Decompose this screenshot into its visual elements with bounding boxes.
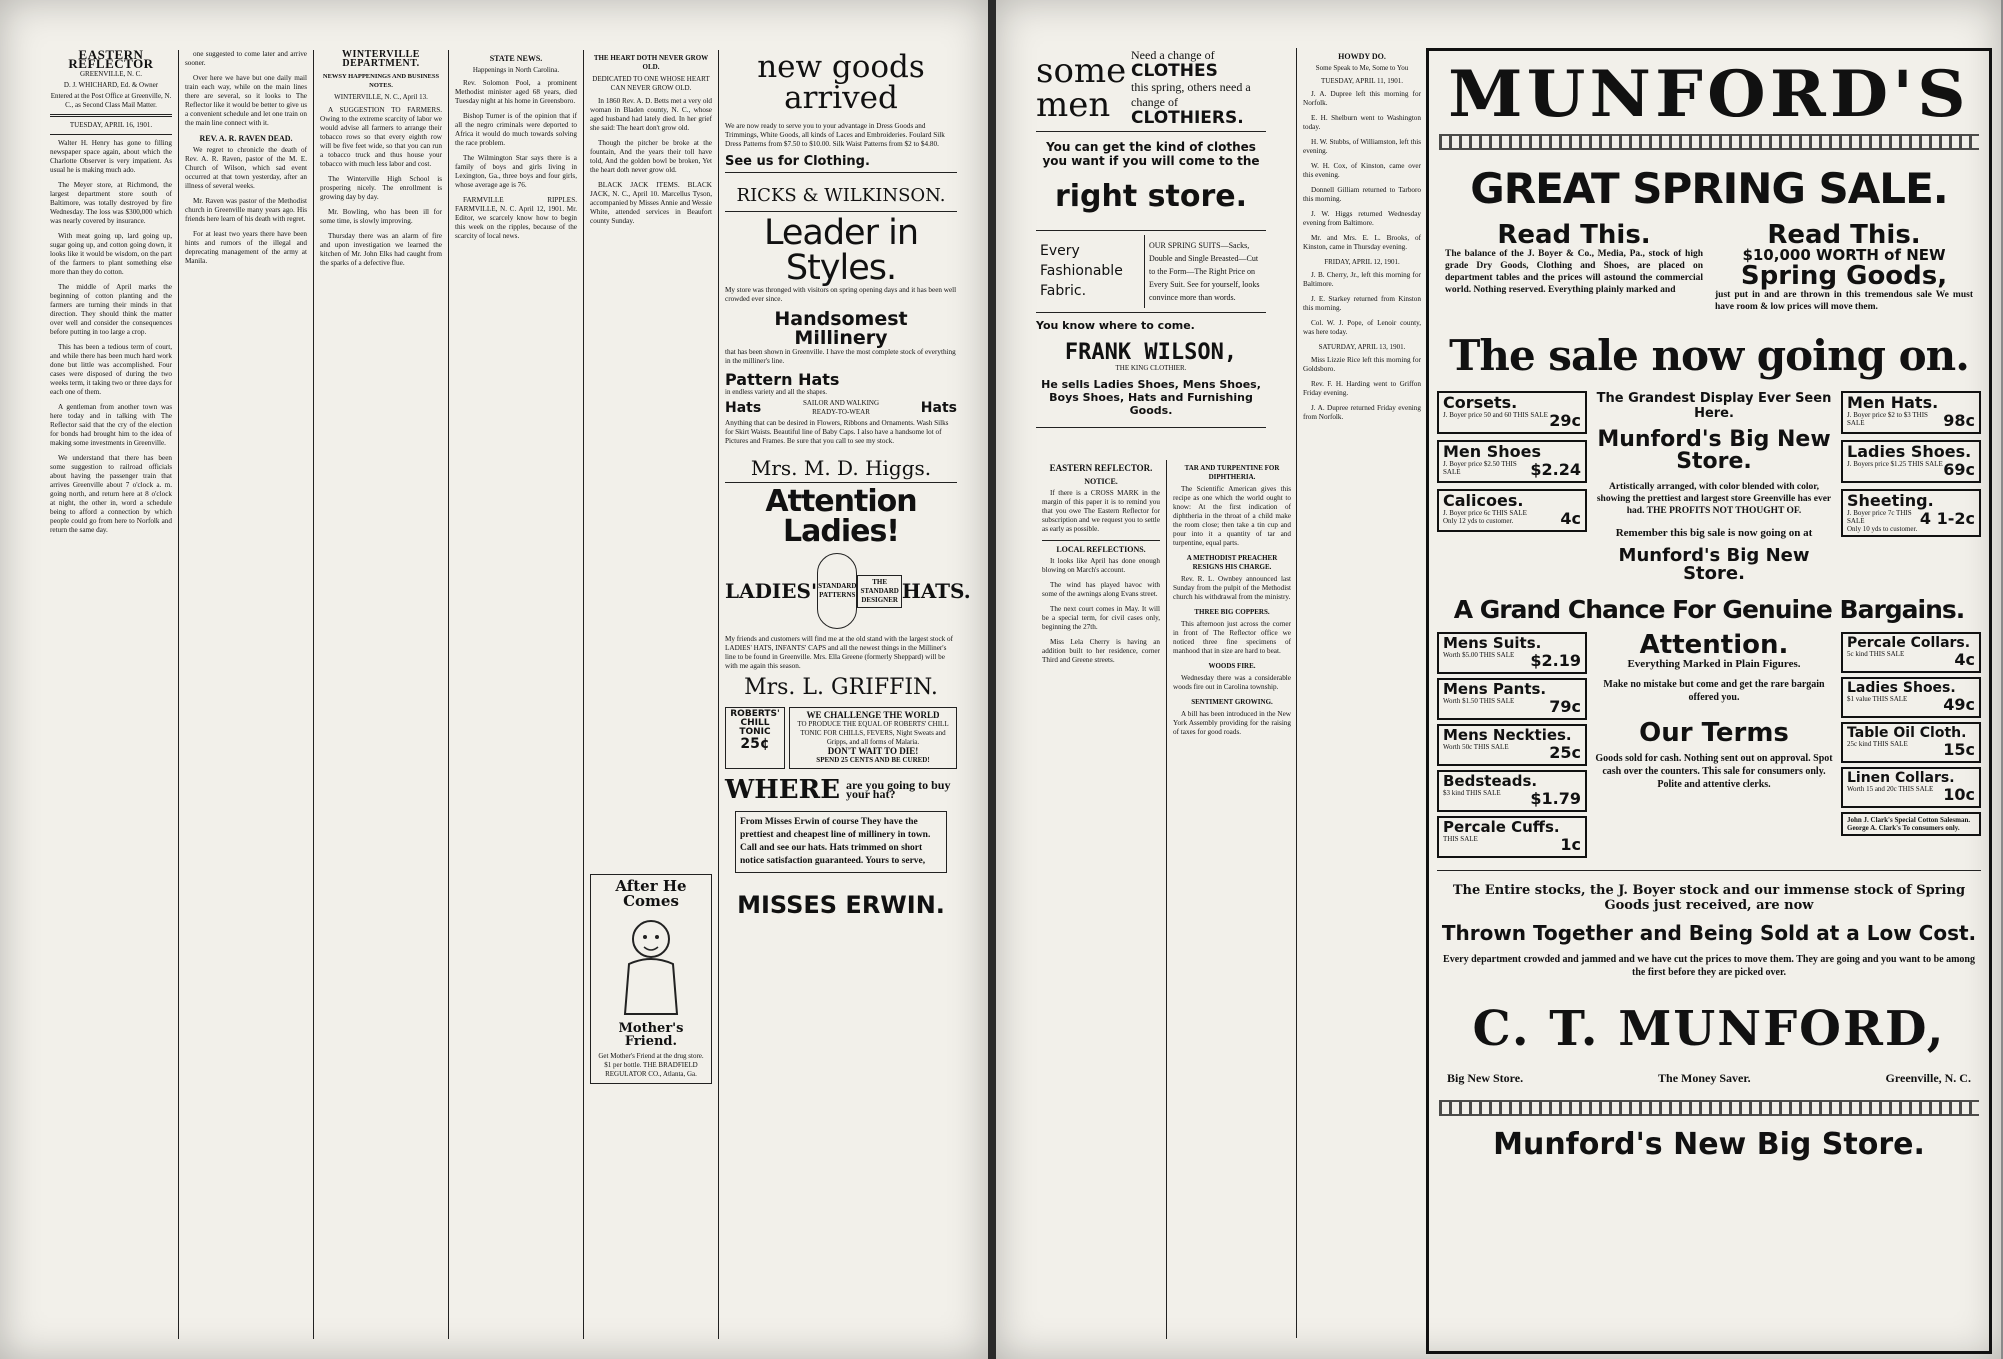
right-page — [996, 0, 2001, 1359]
linen-collars-price: 10c — [1943, 785, 1975, 804]
calicoes-price: 4c — [1560, 509, 1581, 528]
price-column-right — [1841, 391, 1981, 583]
men-shoes-sub: J. Boyer price $2.50 THIS SALE — [1443, 460, 1517, 476]
read-this-1-text: The balance of the J. Boyer & Co., Media, Pa., stock of high grade Dry Goods, Clothing and Shoes, are placed on department tables and the prices will astound the commercial world. Nothing reserved. Everything plainly marked and — [1445, 249, 1703, 295]
article-heading: REV. A. R. RAVEN DEAD. — [199, 134, 293, 143]
sentiment-heading: SENTIMENT GROWING. — [1191, 698, 1273, 706]
article-paragraph: The Scientific American gives this recipe as one which the world ought to know: At the first indication of diphtheria in the throat of a child make the room close; then take a tin cup and pour into it a quantity of tar and turpentine, equal parts. — [1173, 485, 1291, 547]
column-news — [179, 50, 314, 1339]
mrs-griffin: Mrs. L. GRIFFIN. — [744, 675, 938, 700]
know-where-text: You know where to come. — [1036, 319, 1195, 332]
sheeting-price: 4 1-2c — [1919, 509, 1975, 528]
munford-advertisement — [1426, 48, 1992, 1354]
personal-item: W. H. Cox, of Kinston, came over this evening. — [1303, 162, 1421, 179]
news-paragraph: one suggested to come later and arrive sooner. — [185, 50, 307, 67]
footer-right: Greenville, N. C. — [1885, 1071, 1971, 1085]
percale-cuffs-price: 1c — [1560, 835, 1581, 854]
corsets-price: 29c — [1549, 411, 1581, 430]
masthead-editor: D. J. WHICHARD, Ed. & Owner — [63, 81, 159, 89]
read-this-left — [1439, 222, 1709, 313]
mens-suits-label: Mens Suits. — [1443, 634, 1542, 652]
ladies-hats-row — [725, 553, 971, 629]
ladies-shoes-price: 69c — [1943, 460, 1975, 479]
where-sub: are you going to buy your hat? — [846, 778, 951, 801]
hats-right: Hats — [920, 400, 957, 416]
mens-pants-price: 79c — [1549, 697, 1581, 716]
column-advertisements — [719, 49, 971, 1339]
crowded-text: Every department crowded and jammed and we have cut the prices to move them. They are going and you want to be among the first before they are picked over. — [1443, 954, 1975, 978]
attention-sub: Everything Marked in Plain Figures. — [1627, 658, 1801, 670]
linen-collars-sub: Worth 15 and 20c THIS SALE — [1847, 785, 1934, 793]
table-oil-price: 15c — [1943, 740, 1975, 759]
misses-erwin: MISSES ERWIN. — [737, 891, 945, 919]
table-oil-label: Table Oil Cloth. — [1847, 725, 1967, 741]
news-paragraph: Mr. Raven was pastor of the Methodist church in Greenville many years ago. His friends here learn of his death with regret. — [185, 197, 307, 223]
read-this-row — [1439, 222, 1979, 313]
howdy-date-3: SATURDAY, APRIL 13, 1901. — [1318, 343, 1406, 351]
thrown-together: Thrown Together and Being Sold at a Low Cost. — [1441, 921, 1977, 945]
personal-item: Donnell Gilliam returned to Tarboro this morning. — [1303, 186, 1421, 203]
mothers-friend-ad — [590, 874, 712, 1084]
ladies-shoes-sub: J. Boyers price $1.25 THIS SALE — [1847, 460, 1943, 468]
standard-designer-label: THE STANDARD DESIGNER — [857, 575, 901, 608]
column-articles — [1167, 460, 1297, 1339]
new-goods-intro: We are now ready to serve you to your advantage in Dress Goods and Trimmings, White Goods, all kinds of Laces and Embroideries. Foulard Silk Dress Patterns from $7.50 to $10.00. Silk Waist Patterns from $2 to $4.80. — [725, 122, 945, 148]
griffin-text: My friends and customers will find me at the old stand with the largest stock of LADIES' HATS, INFANTS' CAPS and all the newest things in the Milliner's line to be found in Greenville. Mrs. Ella Greene (formerly Sheppard) will be with me again this season. — [725, 635, 954, 670]
erwin-box: From Misses Erwin of course They have the prettiest and cheapest line of millinery in town. Call and see our hats. Hats trimmed on short notice satisfaction guaranteed. Yours to serve, — [735, 811, 947, 873]
corsets-sub: J. Boyer price 50 and 60 THIS SALE — [1443, 411, 1548, 419]
footer-left: Big New Store. — [1447, 1071, 1524, 1085]
price-box-bedsteads — [1437, 770, 1587, 812]
ladies-label: LADIES' — [725, 579, 818, 603]
leader-in-styles: Leader in Styles. — [763, 213, 919, 288]
sheeting-sub: J. Boyer price 7c THIS SALE — [1847, 509, 1912, 525]
spend-cured: SPEND 25 CENTS AND BE CURED! — [816, 756, 930, 764]
king-clothier: THE KING CLOTHIER. — [1115, 364, 1187, 372]
ct-munford: C. T. MUNFORD, — [1472, 1001, 1946, 1057]
challenge-box — [789, 707, 957, 769]
column-editorial — [44, 47, 179, 1339]
notice-text: If there is a CROSS MARK in the margin of this paper it is to remind you that you owe The Eastern Reflector for subscription and we request you to settle as early as possible. — [1042, 489, 1160, 533]
men-hats-label: Men Hats. — [1847, 393, 1939, 412]
remember-store: Munford's Big New Store. — [1618, 545, 1810, 584]
baby-illustration-icon — [611, 909, 691, 1019]
new-goods-headline: new goods arrived — [757, 49, 925, 116]
need-text: Need a change of — [1131, 48, 1215, 62]
attention-terms — [1593, 632, 1835, 858]
clothiers-text: CLOTHIERS. — [1131, 108, 1244, 128]
editorial-paragraph: The middle of April marks the beginning of cotton planting and the farmers are turning their minds in that direction. They should think the matter over well and consider the consequences before putting in too large a crop. — [50, 283, 172, 336]
article-paragraph: This afternoon just across the corner in front of The Reflector office we noticed three fine specimens of manhood that in size are hard to beat. — [1173, 620, 1291, 655]
price-box-calicoes — [1437, 489, 1587, 532]
personal-item: J. A. Dupree left this morning for Norfolk. — [1303, 90, 1421, 107]
ricks-wilkinson: RICKS & WILKINSON. — [736, 185, 946, 206]
table-oil-sub: 25c kind THIS SALE — [1847, 740, 1908, 748]
news-paragraph: In 1860 Rev. A. D. Betts met a very old woman in Bladen county, N. C., whose aged husband had lately died. In her grief she said: The heart don't grow old. — [590, 97, 712, 132]
news-paragraph: For at least two years there have been hints and rumors of the illegal and deprecating management of the army at Manila. — [185, 230, 307, 265]
remember-text: Remember this big sale is now going on at — [1615, 527, 1813, 539]
sheeting-note: Only 10 yds to customer. — [1847, 525, 1918, 533]
percale-cuffs-sub: THIS SALE — [1443, 835, 1478, 843]
news-paragraph: The Wilmington Star says there is a family of boys and girls living in Lexington, Ga., three boys and four girls, whose average age is 76. — [455, 154, 577, 189]
howdy-date-2: FRIDAY, APRIL 12, 1901. — [1324, 258, 1400, 266]
editorial-paragraph: This has been a tedious term of court, and while there has been much hard work done but little was accomplished. Four cases were disposed of during the two weeks term, it taking two or three days for each one of them. — [50, 343, 172, 396]
personal-item: Col. W. J. Pope, of Lenoir county, was here today. — [1303, 319, 1421, 336]
some-text: some — [1036, 50, 1127, 91]
column-poem — [584, 50, 719, 1339]
roberts-tonic-ad — [725, 707, 957, 769]
mens-neckties-label: Mens Neckties. — [1443, 726, 1572, 744]
linen-collars-label: Linen Collars. — [1847, 770, 1955, 786]
ornament-divider-bottom — [1439, 1100, 1979, 1116]
calicoes-sub: J. Boyer price 6c THIS SALE — [1443, 509, 1527, 517]
news-paragraph: Mr. Bowling, who has been ill for some time, is slowly improving. — [320, 208, 442, 225]
local-paragraph: The wind has played havoc with some of the awnings along Evans street. — [1042, 581, 1160, 598]
left-page — [0, 0, 996, 1359]
price-grid-top — [1437, 391, 1981, 583]
editorial-paragraph: The Meyer store, at Richmond, the largest department store south of Baltimore, was totally destroyed by fire Wednesday. The loss was $300,000 which was nearly covered by insurance. — [50, 181, 172, 225]
hats-label: HATS. — [901, 579, 971, 603]
personal-item: J. B. Cherry, Jr., left this morning for Baltimore. — [1303, 271, 1421, 288]
our-terms-title: Our Terms — [1639, 718, 1789, 748]
pattern-text: in endless variety and all the shapes. — [725, 388, 828, 396]
percale-collars-sub: 5c kind THIS SALE — [1847, 650, 1905, 658]
millinery-text: that has been shown in Greenville. I have the most complete stock of everything in the milliner's line. — [725, 348, 956, 365]
issue-date: TUESDAY, APRIL 16, 1901. — [69, 121, 153, 129]
men-hats-sub: J. Boyer price $2 to $3 THIS SALE — [1847, 411, 1928, 427]
masthead-place: GREENVILLE, N. C. — [79, 70, 143, 78]
see-us-clothing: See us for Clothing. — [725, 154, 870, 169]
men-shoes-price: $2.24 — [1530, 460, 1581, 479]
spring-suits-text: OUR SPRING SUITS—Sacks, Double and Single Breasted—Cut to the Form—The Right Price on Every Suit. See for yourself, looks convince more than words. — [1144, 235, 1266, 308]
preacher-heading: A METHODIST PREACHER RESIGNS HIS CHARGE. — [1186, 554, 1278, 571]
mrs-higgs: Mrs. M. D. Higgs. — [750, 456, 932, 480]
mens-suits-price: $2.19 — [1530, 651, 1581, 670]
news-paragraph: We regret to chronicle the death of Rev. A. R. Raven, pastor of the M. E. Church of Wilson, which sad event occurred at that town yesterday, after an illness of several weeks. — [185, 146, 307, 190]
standard-patterns-badge — [817, 553, 857, 629]
every-fabric-text: Every Fashionable Fabric. — [1040, 243, 1123, 299]
local-paragraph: Miss Lela Cherry is having an addition built to her residence, corner Third and Greene streets. — [1042, 638, 1160, 664]
ladies-shoes-2-sub: $1 value THIS SALE — [1847, 695, 1908, 703]
clothes-text: CLOTHES — [1131, 61, 1218, 81]
roberts-price: 25¢ — [740, 736, 770, 752]
great-spring-sale: GREAT SPRING SALE. — [1470, 164, 1948, 213]
notice-heading: NOTICE. — [1084, 477, 1118, 486]
handsomest-millinery: Handsomest Millinery — [774, 308, 908, 349]
munford-footer — [1447, 1071, 1971, 1086]
percale-collars-label: Percale Collars. — [1847, 635, 1971, 651]
column-winterville — [314, 50, 449, 1339]
calicoes-label: Calicoes. — [1443, 491, 1524, 510]
price-box-men-hats — [1841, 391, 1981, 434]
personal-item: Rev. F. H. Harding went to Griffon Friday evening. — [1303, 380, 1421, 397]
price-box-corsets — [1437, 391, 1587, 434]
grandest-title: The Grandest Display Ever Seen Here. — [1596, 391, 1832, 421]
grandest-display — [1593, 391, 1835, 583]
winterville-dateline: WINTERVILLE, N. C., April 13. — [334, 93, 428, 101]
editorial-paragraph: We understand that there has been some suggestion to railroad officials about having the passenger train that arrives Greenville about 7 o'clock a. m. going north, and return here at 8 o'clock at night, the other in, word a schedule being to afford a connection by which people could go from here to Norfolk and return the same day. — [50, 454, 172, 534]
column-howdy-do — [1296, 48, 1428, 1338]
news-paragraph: Bishop Turner is of the opinion that if all the negro criminals were deported to Africa it would do much towards solving the race problem. — [455, 112, 577, 147]
percale-cuffs-label: Percale Cuffs. — [1443, 818, 1560, 836]
personal-item: J. E. Starkey returned from Kinston this morning. — [1303, 295, 1421, 312]
attention-title: Attention. — [1639, 630, 1789, 660]
entire-stocks: The Entire stocks, the J. Boyer stock and our immense stock of Spring Goods just received, are now — [1452, 883, 1966, 913]
sells-text: He sells Ladies Shoes, Mens Shoes, Boys Shoes, Hats and Furnishing Goods. — [1041, 378, 1261, 417]
bedsteads-price: $1.79 — [1530, 789, 1581, 808]
news-paragraph: BLACK JACK ITEMS. BLACK JACK, N. C., April 10. Marcellus Tyson, accompanied by Misses Annie and Wessie White, attended services in Beaufort county Sunday. — [590, 181, 712, 225]
price-box-percale-collars — [1841, 632, 1981, 673]
ornament-divider — [1439, 134, 1979, 150]
hats-left: Hats — [725, 400, 762, 416]
howdy-sub: Some Speak to Me, Some to You — [1315, 64, 1409, 72]
column-local — [1036, 460, 1167, 1339]
local-paragraph: It looks like April has done enough blowing on March's account. — [1042, 557, 1160, 574]
artistic-text: Artistically arranged, with color blended with color, showing the prettiest and largest store Greenville has ever had. THE PROFITS NOT THOUGHT OF. — [1596, 482, 1832, 516]
dont-wait: DON'T WAIT TO DIE! — [827, 746, 919, 756]
personal-item: Miss Lizzie Rice left this morning for Goldsboro. — [1303, 356, 1421, 373]
bedsteads-label: Bedsteads. — [1443, 772, 1538, 790]
roberts-label: ROBERTS' CHILL TONIC — [730, 709, 780, 737]
news-paragraph: Rev. Solomon Pool, a prominent Methodist minister aged 68 years, died Tuesday night at his home in Greensboro. — [455, 79, 577, 105]
poem-dedication: DEDICATED TO ONE WHOSE HEART CAN NEVER GROW OLD. — [592, 75, 710, 92]
masthead-eastern-reflector: EASTERN REFLECTOR — [68, 47, 154, 71]
mens-neckties-sub: Worth 50c THIS SALE — [1443, 743, 1509, 751]
personal-item: Mr. and Mrs. E. L. Brooks, of Kinston, came in Thursday evening. — [1303, 234, 1421, 251]
price-column-left — [1437, 391, 1587, 583]
ladies-shoes-label: Ladies Shoes. — [1847, 442, 1972, 461]
after-he-comes-title: After He Comes — [615, 877, 687, 910]
munford-title: MUNFORD'S — [1448, 57, 1970, 132]
leader-text: My store was thronged with visitors on spring opening days and it has been well crowded ever since. — [725, 286, 957, 303]
local-paragraph: The next court comes in May. It will be a special term, for civil cases only, beginning the 27th. — [1042, 605, 1160, 631]
mothers-friend-footer: Get Mother's Friend at the drug store. $1 per bottle. THE BRADFIELD REGULATOR CO., Atlanta, Ga. — [598, 1052, 704, 1078]
spring-goods: Spring Goods, — [1740, 261, 1948, 291]
munford-new-big-store: Munford's New Big Store. — [1493, 1127, 1925, 1162]
men-hats-price: 98c — [1943, 411, 1975, 430]
price-box-mens-neckties — [1437, 724, 1587, 766]
right-store-text: right store. — [1054, 179, 1248, 214]
price-box-ladies-shoes — [1841, 440, 1981, 483]
clothes-header — [1036, 48, 1266, 127]
news-paragraph: Over here we have but one daily mail train each way, while on the main lines there are several, so it looks to The Reflector like it would be better to give us a convenient schedule and let one train on the main line connect with it. — [185, 74, 307, 127]
woods-fire-heading: WOODS FIRE. — [1208, 662, 1256, 670]
editorial-paragraph: A gentleman from another town was here today and in talking with The Reflector said that the cry of the election for bonds had brought him to the idea of making some investments in Greenville. — [50, 403, 172, 447]
this-spring-text: this spring, others need a change of — [1131, 80, 1251, 109]
read-this-2-text: just put in and are thrown in this tremendous sale We must have room & low prices will move them. — [1715, 290, 1973, 312]
personal-item: E. H. Shelburn went to Washington today. — [1303, 114, 1421, 131]
price-box-percale-cuffs — [1437, 816, 1587, 858]
hats-mid: SAILOR AND WALKING READY-TO-WEAR — [802, 399, 880, 416]
column-state-news — [449, 50, 584, 1339]
winterville-heading: WINTERVILLE DEPARTMENT. — [342, 49, 420, 69]
men-shoes-label: Men Shoes — [1443, 442, 1542, 461]
howdy-heading: HOWDY DO. — [1338, 52, 1386, 61]
diphtheria-heading: TAR AND TURPENTINE FOR DIPHTHERIA. — [1184, 464, 1280, 481]
standard-patterns-label: STANDARD PATTERNS — [818, 582, 857, 599]
where-row — [725, 777, 957, 803]
footer-mid: The Money Saver. — [1658, 1071, 1751, 1085]
mens-suits-sub: Worth $5.00 THIS SALE — [1443, 651, 1515, 659]
sale-going-on: The sale now going on. — [1449, 331, 1969, 380]
calicoes-note: Only 12 yds to customer. — [1443, 517, 1514, 525]
terms-text: Goods sold for cash. Nothing sent out on approval. Spot cash over the counters. This sale for consumers only. Polite and attentive clerks. — [1595, 753, 1833, 790]
state-news-heading: STATE NEWS. — [489, 54, 543, 63]
hats-row — [725, 399, 957, 417]
howdy-date-1: TUESDAY, APRIL 11, 1901. — [1321, 77, 1403, 85]
personal-item: H. W. Stubbs, of Williamston, left this evening. — [1303, 138, 1421, 155]
price-box-ladies-shoes-2 — [1841, 677, 1981, 718]
mens-pants-label: Mens Pants. — [1443, 680, 1547, 698]
price-column-right-2 — [1841, 632, 1981, 858]
challenge-text: TO PRODUCE THE EQUAL OF ROBERTS' CHILL TONIC FOR CHILLS, FEVERS, Night Sweats and Gripps, and all forms of Malaria. — [797, 720, 949, 746]
news-paragraph: Though the pitcher be broke at the fountain, And the years their toll have told, And the golden bowl be broken, Yet the heart doth never grow old. — [590, 139, 712, 174]
anything-text: Anything that can be desired in Flowers, Ribbons and Ornaments. Wash Silks for Skirt Waists. Beautiful line of Baby Caps. I also have a handsome lot of Pictures and Frames. Be sure that you call to see my stock. — [725, 419, 949, 445]
personal-item: J. W. Higgs returned Wednesday evening from Baltimore. — [1303, 210, 1421, 227]
mothers-friend-title: Mother's Friend. — [618, 1021, 684, 1049]
can-get-text: You can get the kind of clothes you want if you will come to the — [1042, 140, 1260, 168]
percale-collars-price: 4c — [1954, 650, 1975, 669]
corsets-label: Corsets. — [1443, 393, 1518, 412]
news-paragraph: A SUGGESTION TO FARMERS. Owing to the extreme scarcity of labor we would advise all farmers to arrange their tobacco rows so that every eighth row will be five feet wide, so that you can run a tobacco truck and thus house your tobacco with much less labor and cost. — [320, 106, 442, 168]
frank-wilson-ad — [1036, 48, 1266, 432]
state-news-sub: Happenings in North Carolina. — [472, 66, 560, 74]
news-paragraph: The Winterville High School is prospering nicely. The enrollment is growing day by day. — [320, 175, 442, 201]
bedsteads-sub: $3 kind THIS SALE — [1443, 789, 1501, 797]
price-grid-bottom — [1437, 632, 1981, 858]
attention-ladies: Attention Ladies! — [765, 484, 917, 549]
price-box-mens-pants — [1437, 678, 1587, 720]
pattern-hats: Pattern Hats — [725, 370, 840, 389]
sheeting-label: Sheeting. — [1847, 491, 1934, 510]
local-heading: LOCAL REFLECTIONS. — [1056, 545, 1146, 554]
big-new-store-title: Munford's Big New Store. — [1597, 427, 1831, 474]
editorial-paragraph: Walter H. Henry has gone to filling newspaper space again, about which the Charlotte Observer is very impatient. As usual he is making much ado. — [50, 139, 172, 174]
where-title: WHERE — [725, 775, 841, 805]
attention-text: Make no mistake but come and get the rare bargain offered you. — [1603, 679, 1825, 703]
personal-item: J. A. Dupree returned Friday evening from Norfolk. — [1303, 404, 1421, 421]
read-this-right — [1709, 222, 1979, 313]
price-column-left-2 — [1437, 632, 1587, 858]
article-paragraph: Rev. R. L. Ownbey announced last Sunday from the pulpit of the Methodist church his withdrawal from the ministry. — [1173, 575, 1291, 601]
read-this-1: Read This. — [1497, 220, 1651, 250]
frank-wilson-name: FRANK WILSON, — [1064, 340, 1238, 365]
mens-neckties-price: 25c — [1549, 743, 1581, 762]
challenge-title: WE CHALLENGE THE WORLD — [806, 710, 940, 720]
poem-title: THE HEART DOTH NEVER GROW OLD. — [593, 54, 709, 71]
price-box-linen-collars — [1841, 767, 1981, 808]
coppers-heading: THREE BIG COPPERS. — [1194, 608, 1270, 616]
roberts-box — [725, 707, 785, 769]
read-this-2-sub: $10,000 WORTH of NEW — [1742, 246, 1946, 264]
grand-chance: A Grand Chance For Genuine Bargains. — [1453, 595, 1965, 624]
price-box-mens-suits — [1437, 632, 1587, 674]
price-box-table-oil — [1841, 722, 1981, 763]
left-columns — [44, 47, 982, 1339]
read-this-2: Read This. — [1767, 220, 1921, 250]
article-paragraph: Wednesday there was a considerable woods fire out in Carolina township. — [1173, 674, 1291, 691]
mens-pants-sub: Worth $1.50 THIS SALE — [1443, 697, 1515, 705]
price-box-sheeting — [1841, 489, 1981, 537]
entered-notice: Entered at the Post Office at Greenville, N. C., as Second Class Mail Matter. — [50, 92, 172, 109]
article-paragraph: A bill has been introduced in the New York Assembly providing for the raising of taxes for good roads. — [1173, 710, 1291, 736]
reflector-heading: EASTERN REFLECTOR. — [1049, 463, 1153, 473]
editorial-paragraph: With meat going up, lard going up, sugar going up, and cotton going down, it looks like it would be wisdom, on the part of the farmers to plant something else more than they do cotton. — [50, 232, 172, 276]
ladies-shoes-2-label: Ladies Shoes. — [1847, 680, 1956, 696]
men-text: men — [1036, 84, 1111, 125]
news-paragraph: FARMVILLE RIPPLES. FARMVILLE, N. C. April 12, 1901. Mr. Editor, we scarcely know how to begin this week on the ripples, because of the scarcity of local news. — [455, 196, 577, 240]
clerks-box: John J. Clark's Special Cotton Salesman. George A. Clark's To consumers only. — [1841, 812, 1981, 836]
price-box-men-shoes — [1437, 440, 1587, 483]
news-paragraph: Thursday there was an alarm of fire and upon investigation we learned the kitchen of Mr. John Elks had caught from the sparks of a defective flue. — [320, 232, 442, 267]
winterville-sub: NEWSY HAPPENINGS AND BUSINESS NOTES. — [322, 73, 440, 89]
ladies-shoes-2-price: 49c — [1943, 695, 1975, 714]
